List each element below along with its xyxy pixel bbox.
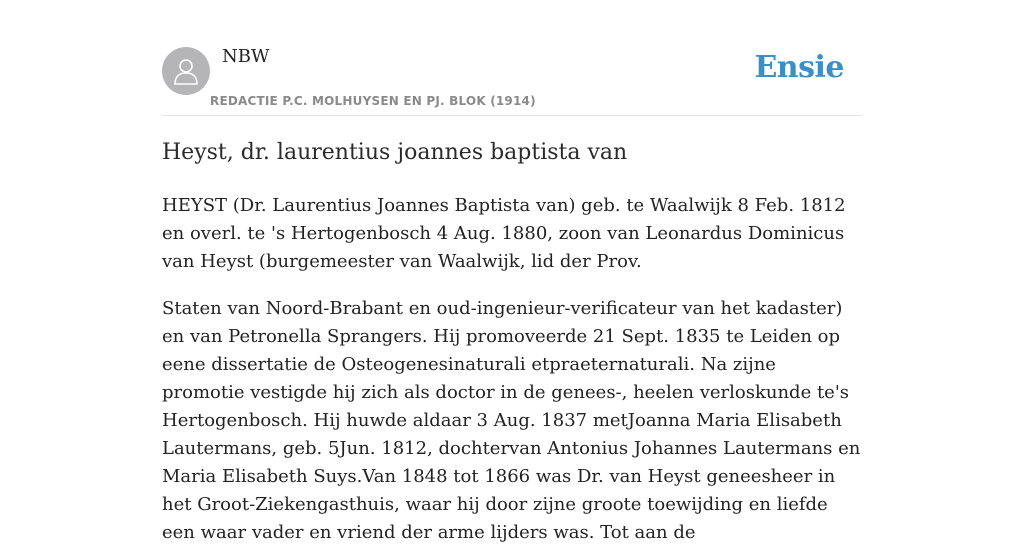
article-paragraph-1: HEYST (Dr. Laurentius Joannes Baptista van) geb. te Waalwijk 8 Feb. 1812 en overl. te 's Hertogenbosch 4 Aug. 1880, zoon van Leonardus Dominicus van Heyst (burgemeester van Waalwijk, lid der Prov. [162, 195, 846, 272]
article-header [162, 0, 862, 116]
article-title: Heyst, dr. laurentius joannes baptista van [162, 140, 628, 165]
article-container [162, 0, 862, 543]
source-subtitle: REDACTIE P.C. MOLHUYSEN EN PJ. BLOK (1914) [210, 94, 536, 108]
user-icon [172, 56, 200, 86]
avatar[interactable] [162, 47, 210, 95]
source-name[interactable]: NBW [222, 46, 270, 67]
brand-logo[interactable]: Ensie [754, 50, 844, 85]
article-paragraph-2: Staten van Noord-Brabant en oud-ingenieur-verificateur van het kadaster) en van Petronella Sprangers. Hij promoveerde 21 Sept. 1835 te Leiden op eene dissertatie de Osteogenesinaturali etpraeternaturali. Na zijne promotie vestigde hij zich als doctor in de genees-, heelen verloskunde te's Hertogenbosch. Hij huwde aldaar 3 Aug. 1837 metJoanna Maria Elisabeth Lautermans, geb. 5Jun. 1812, dochtervan Antonius Johannes Lautermans en Maria Elisabeth Suys.Van 1848 tot 1866 was Dr. van Heyst geneesheer in het Groot-Ziekengasthuis, waar hij door zijne groote toewijding en liefde een waar vader en vriend der arme lijders was. Tot aan de [162, 298, 861, 543]
